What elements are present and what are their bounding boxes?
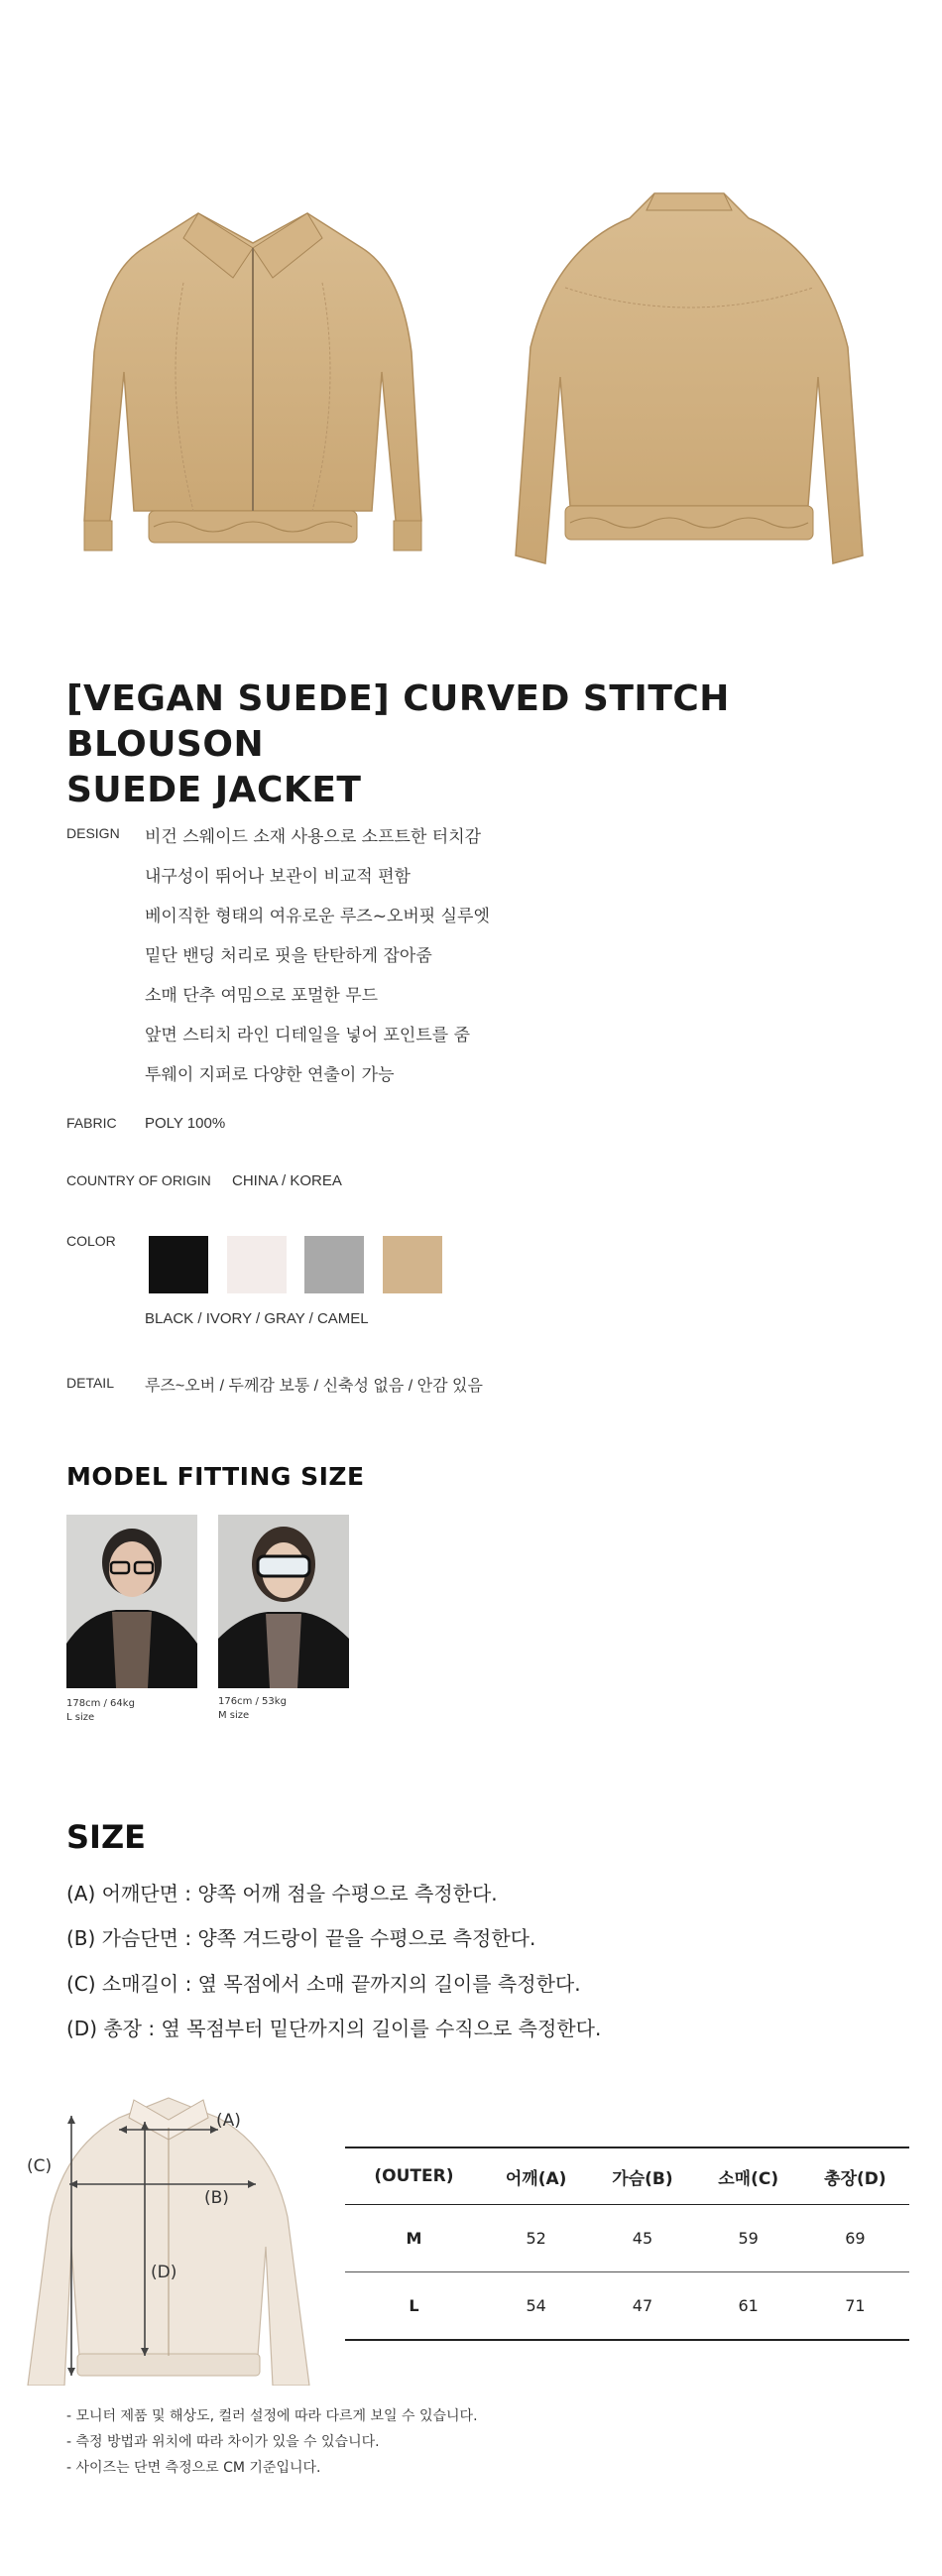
note-line: - 측정 방법과 위치에 따라 차이가 있을 수 있습니다. xyxy=(66,2434,380,2450)
jacket-back-image xyxy=(506,179,873,575)
model-stats: 178cm / 64kg xyxy=(66,1698,135,1709)
product-title-line2: SUEDE JACKET xyxy=(66,770,362,810)
size-definition: (A) 어깨단면 : 양쪽 어깨 점을 수평으로 측정한다. xyxy=(66,1882,498,1905)
table-cell: 45 xyxy=(589,2205,695,2272)
model-stats: 176cm / 53kg xyxy=(218,1696,287,1707)
diagram-label-b: (B) xyxy=(204,2188,229,2208)
header-cell: (OUTER) xyxy=(345,2147,483,2205)
note-line: - 사이즈는 단면 측정으로 CM 기준입니다. xyxy=(66,2460,321,2476)
table-cell: 69 xyxy=(801,2205,909,2272)
detail-value: 루즈~오버 / 두께감 보통 / 신축성 없음 / 안감 있음 xyxy=(145,1378,483,1395)
table-row xyxy=(345,2272,909,2341)
design-line: 투웨이 지퍼로 다양한 연출이 가능 xyxy=(145,1065,395,1085)
design-line: 베이직한 형태의 여유로운 루즈~오버핏 실루엣 xyxy=(145,907,490,926)
header-cell: 총장(D) xyxy=(801,2147,909,2205)
fabric-label: FABRIC xyxy=(66,1115,117,1131)
model-caption-2 xyxy=(218,1695,287,1723)
size-definition: (B) 가슴단면 : 양쪽 겨드랑이 끝을 수평으로 측정한다. xyxy=(66,1926,536,1950)
header-cell: 가슴(B) xyxy=(589,2147,695,2205)
detail-label: DETAIL xyxy=(66,1375,114,1391)
design-label: DESIGN xyxy=(66,825,120,841)
table-row xyxy=(345,2205,909,2272)
model-fitting-heading: MODEL FITTING SIZE xyxy=(66,1462,365,1491)
swatch-gray[interactable] xyxy=(304,1236,364,1293)
size-diagram xyxy=(20,2088,317,2386)
product-title xyxy=(66,676,880,813)
model-size: L size xyxy=(66,1712,95,1723)
table-cell: 54 xyxy=(483,2272,589,2341)
size-definition: (C) 소매길이 : 옆 목점에서 소매 끝까지의 길이를 측정한다. xyxy=(66,1972,581,1996)
fabric-value: POLY 100% xyxy=(145,1115,226,1132)
size-definition: (D) 총장 : 옆 목점부터 밑단까지의 길이를 수직으로 측정한다. xyxy=(66,2017,602,2040)
model-photo-2 xyxy=(218,1515,349,1688)
design-line: 앞면 스티치 라인 디테일을 넣어 포인트를 줌 xyxy=(145,1026,471,1045)
size-heading: SIZE xyxy=(66,1818,147,1856)
table-cell: 52 xyxy=(483,2205,589,2272)
model-size: M size xyxy=(218,1710,250,1721)
design-line: 내구성이 뛰어나 보관이 비교적 편함 xyxy=(145,867,411,887)
size-table xyxy=(345,2147,909,2341)
design-line: 밑단 밴딩 처리로 핏을 탄탄하게 잡아줌 xyxy=(145,946,432,966)
swatch-ivory[interactable] xyxy=(227,1236,287,1293)
diagram-label-a: (A) xyxy=(216,2111,241,2131)
size-name: L xyxy=(345,2272,483,2341)
size-table-header xyxy=(345,2147,909,2205)
header-cell: 소매(C) xyxy=(696,2147,801,2205)
table-cell: 59 xyxy=(696,2205,801,2272)
table-cell: 47 xyxy=(589,2272,695,2341)
swatch-camel[interactable] xyxy=(383,1236,442,1293)
model-caption-1 xyxy=(66,1697,135,1725)
color-label: COLOR xyxy=(66,1233,116,1249)
diagram-label-c: (C) xyxy=(27,2156,53,2176)
size-name: M xyxy=(345,2205,483,2272)
note-line: - 모니터 제품 및 해상도, 컬러 설정에 따라 다르게 보일 수 있습니다. xyxy=(66,2408,478,2424)
header-cell: 어깨(A) xyxy=(483,2147,589,2205)
design-line: 소매 단추 여밈으로 포멀한 무드 xyxy=(145,986,379,1006)
origin-value: CHINA / KOREA xyxy=(232,1172,342,1189)
product-title-line1: [VEGAN SUEDE] CURVED STITCH BLOUSON xyxy=(66,678,730,765)
table-cell: 61 xyxy=(696,2272,801,2341)
model-photo-1 xyxy=(66,1515,197,1688)
jacket-front-image xyxy=(74,193,431,580)
swatch-black[interactable] xyxy=(149,1236,208,1293)
origin-label: COUNTRY OF ORIGIN xyxy=(66,1172,211,1188)
color-names: BLACK / IVORY / GRAY / CAMEL xyxy=(145,1310,369,1327)
diagram-label-d: (D) xyxy=(151,2263,177,2282)
design-line: 비건 스웨이드 소재 사용으로 소프트한 터치감 xyxy=(145,827,482,847)
table-cell: 71 xyxy=(801,2272,909,2341)
